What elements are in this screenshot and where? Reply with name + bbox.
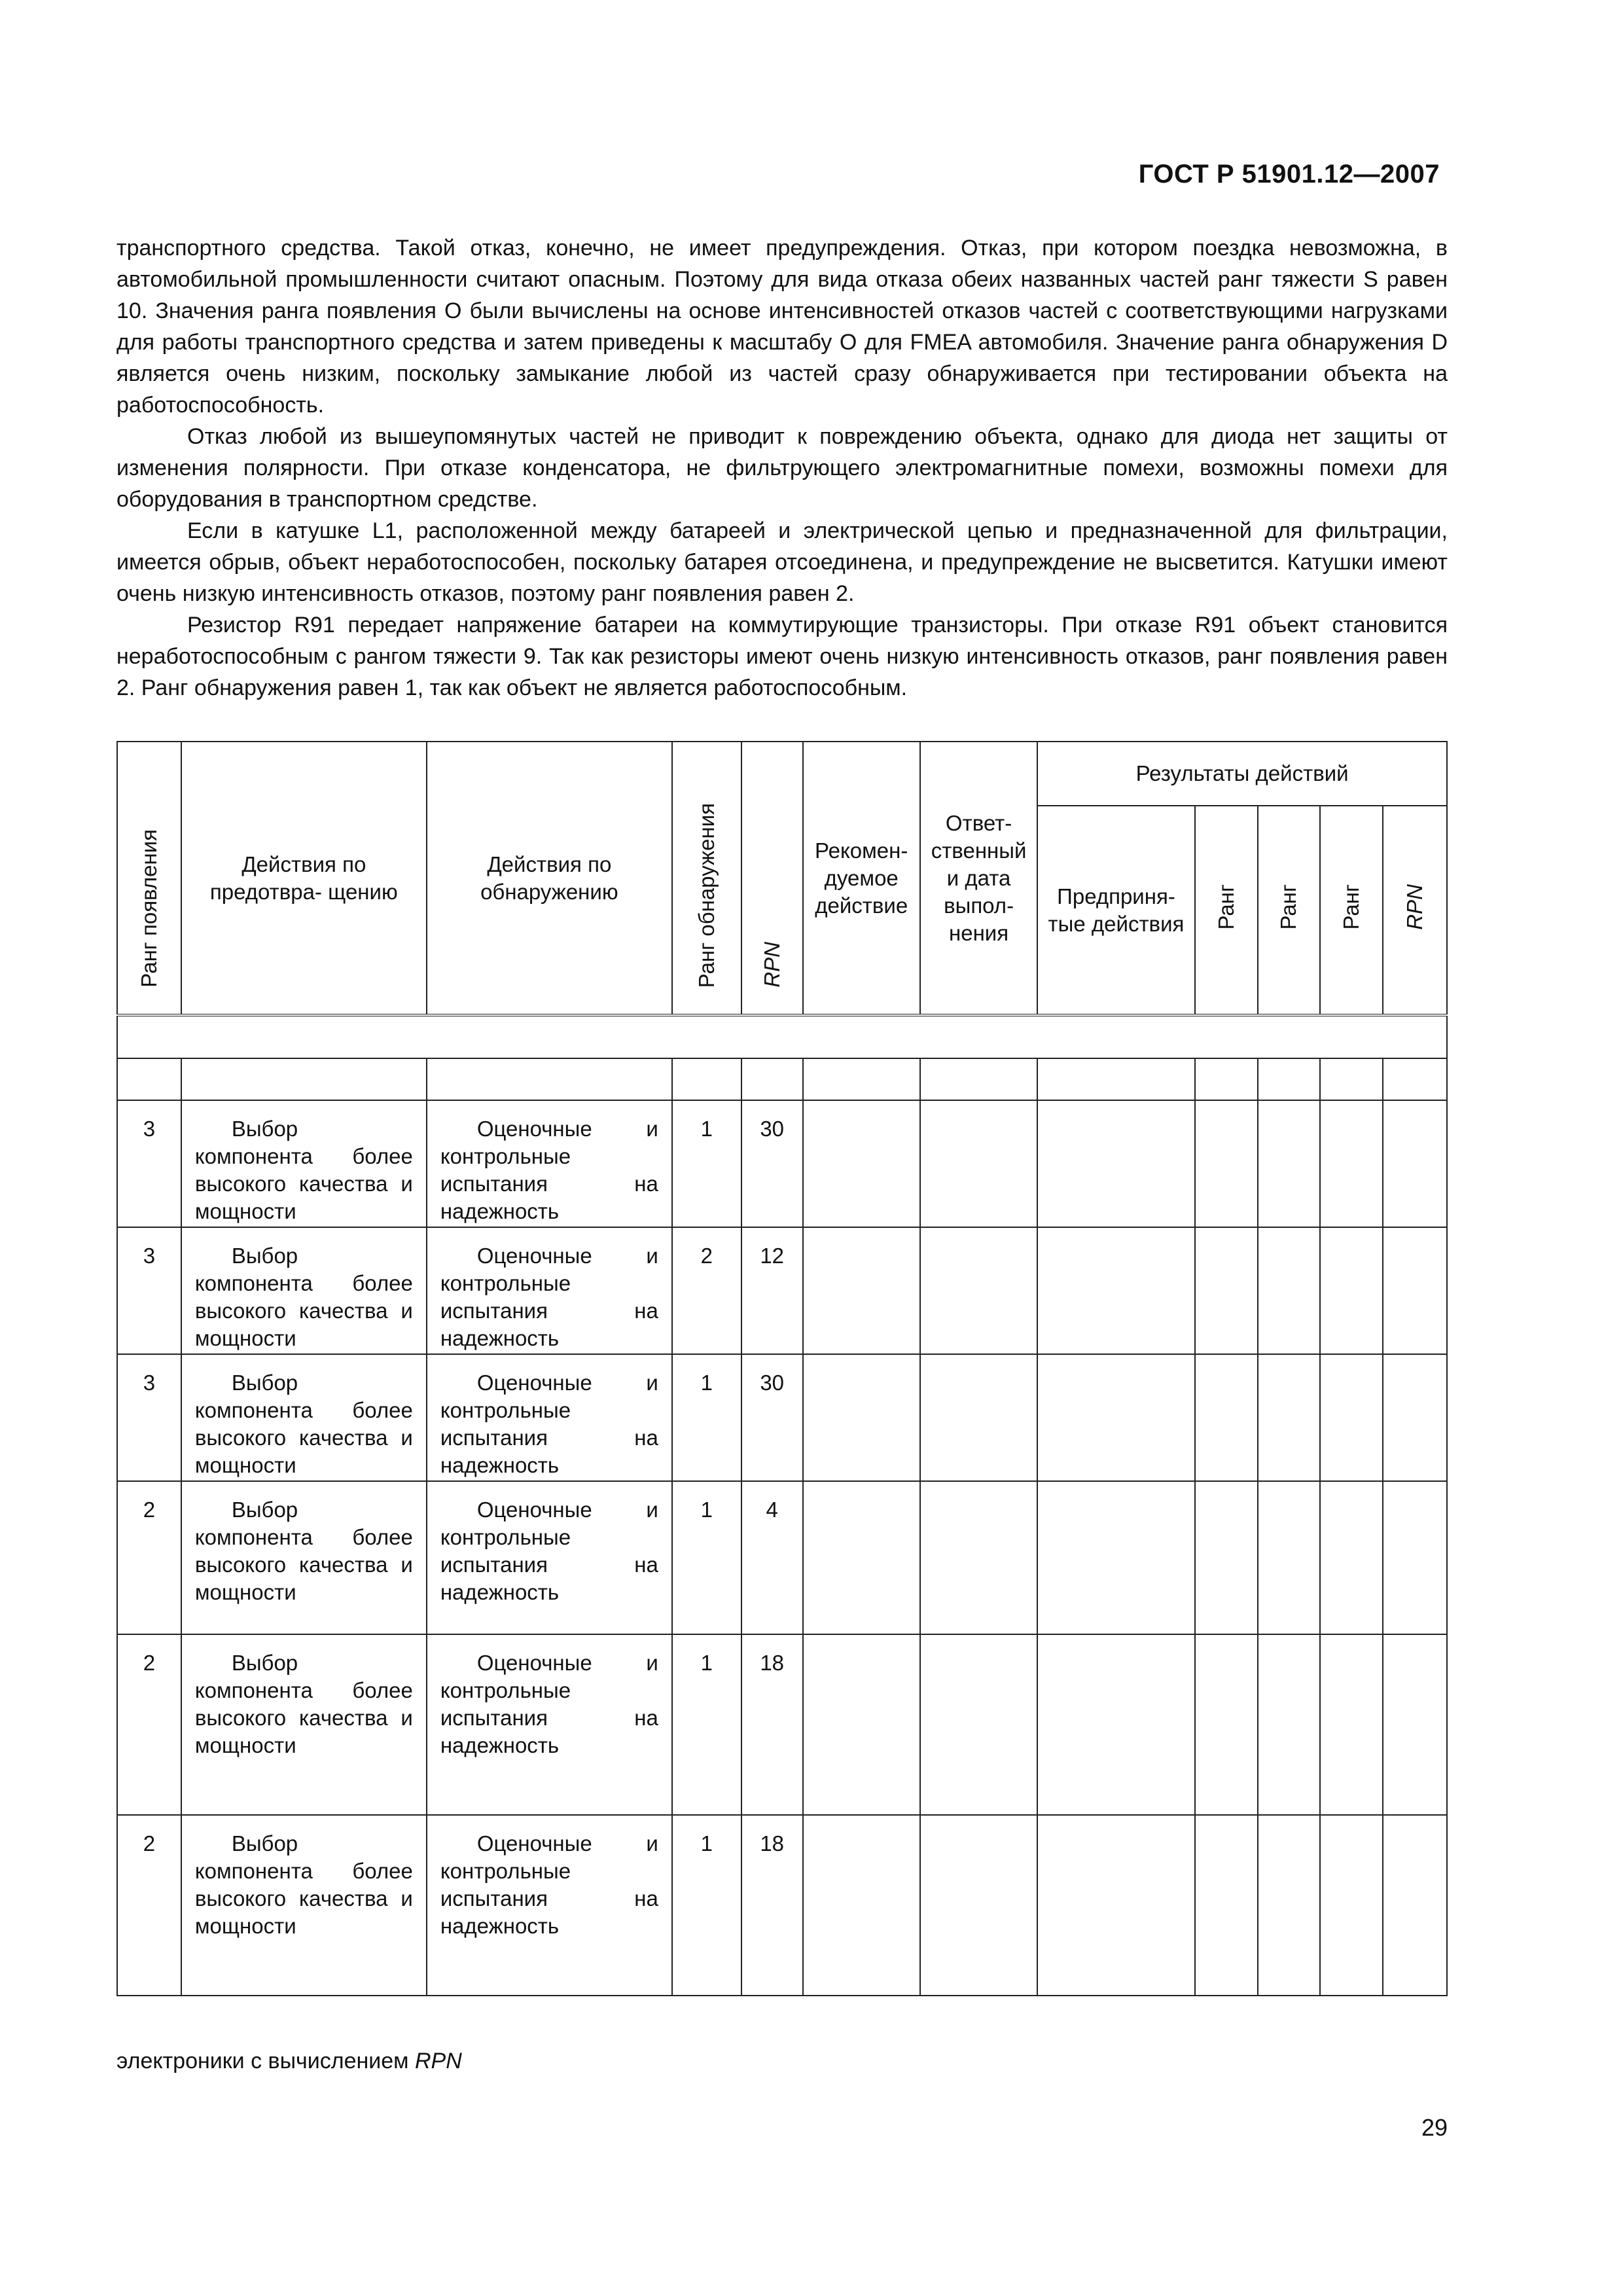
table-row — [117, 1100, 1447, 1227]
document-code-header: ГОСТ Р 51901.12—2007 — [1138, 160, 1440, 188]
header-responsible-date: Ответ- ственный и дата выпол- нения — [920, 742, 1037, 1015]
detection-rank-cell: 1 — [672, 1481, 741, 1634]
detection-cell: Оценочные и контрольные испытания на надежность — [427, 1227, 672, 1354]
header-prevention-actions: Действия по предотвра- щению — [181, 742, 427, 1015]
rpn-cell: 30 — [741, 1354, 803, 1481]
paragraph-1: транспортного средства. Такой отказ, конечно, не имеет предупреждения. Отказ, при котором поездка невозможна, в автомобильной промышленности считают опасным. Поэтому для вида отказа обеих названных частей ранг тяжести S равен 10. Значения ранга появления O были вычислены на основе интенсивностей отказов частей с соответствующими нагрузками для работы транспортного средства и затем приведены к масштабу O для FMEA автомобиля. Значение ранга обнаружения D является очень низким, поскольку замыкание любой из частей сразу обнаруживается при тестировании объекта на работоспособность. — [116, 236, 1448, 418]
detection-rank-cell: 1 — [672, 1354, 741, 1481]
detection-cell: Оценочные и контрольные испытания на надежность — [427, 1481, 672, 1634]
table-row — [117, 1227, 1447, 1354]
detection-rank-cell: 2 — [672, 1227, 741, 1354]
header-recommended-action: Рекомен- дуемое действие — [803, 742, 920, 1015]
rpn-cell: 18 — [741, 1815, 803, 1996]
occurrence-cell: 2 — [117, 1481, 181, 1634]
paragraph-3: Если в катушке L1, расположенной между батареей и электрической цепью и предназначенной для фильтрации, имеется обрыв, объект неработоспособен, поскольку батарея отсоединена, и предупреждение не высветится. Катушки имеют очень низкую интенсивность отказов, поэтому ранг появления равен 2. — [116, 518, 1448, 606]
detection-cell: Оценочные и контрольные испытания на надежность — [427, 1815, 672, 1996]
header-rank-1: Ранг — [1195, 806, 1258, 1015]
paragraph-4: Резистор R91 передает напряжение батареи на коммутирующие транзисторы. При отказе R91 объект становится неработоспособным с рангом тяжести 9. Так как резисторы имеют очень низкую интенсивность отказов, ранг появления равен 2. Ранг обнаружения равен 1, так как объект не является работоспособным. — [116, 613, 1448, 700]
rpn-cell: 12 — [741, 1227, 803, 1354]
table-row — [117, 1815, 1447, 1996]
caption-rpn: RPN — [414, 2049, 462, 2073]
occurrence-cell: 2 — [117, 1815, 181, 1996]
page-number: 29 — [1421, 2114, 1448, 2141]
detection-cell: Оценочные и контрольные испытания на надежность — [427, 1354, 672, 1481]
prevention-cell: Выбор компонента более высокого качества и мощности — [181, 1100, 427, 1227]
table-caption: электроники с вычислением RPN — [116, 2049, 462, 2073]
detection-cell: Оценочные и контрольные испытания на надежность — [427, 1634, 672, 1815]
header-detection-rank: Ранг обнаружения — [672, 742, 741, 1015]
body-text — [116, 232, 1448, 704]
prevention-cell: Выбор компонента более высокого качества и мощности — [181, 1815, 427, 1996]
header-rank-2: Ранг — [1258, 806, 1321, 1015]
fmea-table — [116, 741, 1448, 1996]
detection-rank-cell: 1 — [672, 1815, 741, 1996]
rpn-cell: 18 — [741, 1634, 803, 1815]
header-rpn: RPN — [741, 742, 803, 1015]
occurrence-cell: 3 — [117, 1227, 181, 1354]
prevention-cell: Выбор компонента более высокого качества и мощности — [181, 1354, 427, 1481]
occurrence-cell: 3 — [117, 1354, 181, 1481]
table-row — [117, 1634, 1447, 1815]
rpn-cell: 30 — [741, 1100, 803, 1227]
table-row — [117, 1354, 1447, 1481]
section-row — [117, 1015, 1447, 1058]
header-row-1 — [117, 742, 1447, 806]
prevention-cell: Выбор компонента более высокого качества и мощности — [181, 1481, 427, 1634]
header-rank-3: Ранг — [1320, 806, 1383, 1015]
detection-rank-cell: 1 — [672, 1634, 741, 1815]
prevention-cell: Выбор компонента более высокого качества и мощности — [181, 1634, 427, 1815]
header-results-group: Результаты действий — [1037, 742, 1447, 806]
occurrence-cell: 3 — [117, 1100, 181, 1227]
prevention-cell: Выбор компонента более высокого качества и мощности — [181, 1227, 427, 1354]
header-occurrence-rank: Ранг появления — [117, 742, 181, 1015]
detection-cell: Оценочные и контрольные испытания на надежность — [427, 1100, 672, 1227]
detection-rank-cell: 1 — [672, 1100, 741, 1227]
header-actions-taken: Предприня- тые действия — [1037, 806, 1194, 1015]
paragraph-2: Отказ любой из вышеупомянутых частей не приводит к повреждению объекта, однако для диода нет защиты от изменения полярности. При отказе конденсатора, не фильтрующего электромагнитные помехи, возможны помехи для оборудования в транспортном средстве. — [116, 424, 1448, 512]
occurrence-cell: 2 — [117, 1634, 181, 1815]
table-row — [117, 1481, 1447, 1634]
header-detection-actions: Действия по обнаружению — [427, 742, 672, 1015]
rpn-cell: 4 — [741, 1481, 803, 1634]
header-rpn-2: RPN — [1383, 806, 1447, 1015]
section-cell — [117, 1015, 1447, 1058]
empty-row — [117, 1058, 1447, 1100]
